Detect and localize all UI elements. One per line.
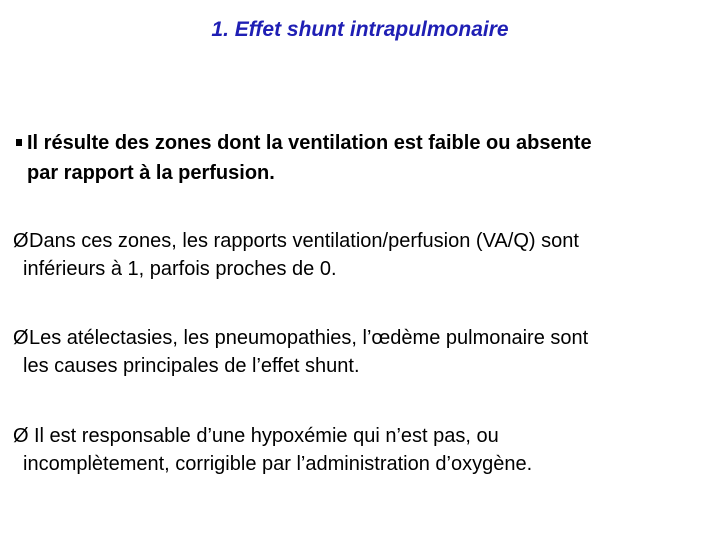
arrow-bullet-icon: Ø	[13, 230, 29, 252]
bullet-text-line: Il résulte des zones dont la ventilation est faible ou absente	[27, 132, 592, 154]
arrow-bullet-icon: Ø	[13, 327, 29, 349]
bullet-text-line: les causes principales de l’effet shunt.	[23, 355, 360, 377]
arrow-bullet-icon: Ø	[13, 425, 29, 447]
bullet-text-line: par rapport à la perfusion.	[27, 162, 275, 184]
bullet-text-line: Les atélectasies, les pneumopathies, l’œdème pulmonaire sont	[29, 327, 589, 349]
slide-title: 1. Effet shunt intrapulmonaire	[211, 18, 509, 41]
bullet-text-line: incomplètement, corrigible par l’administration d’oxygène.	[23, 453, 533, 475]
square-bullet-icon	[16, 139, 22, 146]
bullet-text-line: inférieurs à 1, parfois proches de 0.	[23, 258, 337, 280]
bullet-text-line: Dans ces zones, les rapports ventilation/perfusion (VA/Q) sont	[29, 230, 579, 252]
bullet-text-line: Il est responsable d’une hypoxémie qui n’est pas, ou	[34, 425, 499, 447]
